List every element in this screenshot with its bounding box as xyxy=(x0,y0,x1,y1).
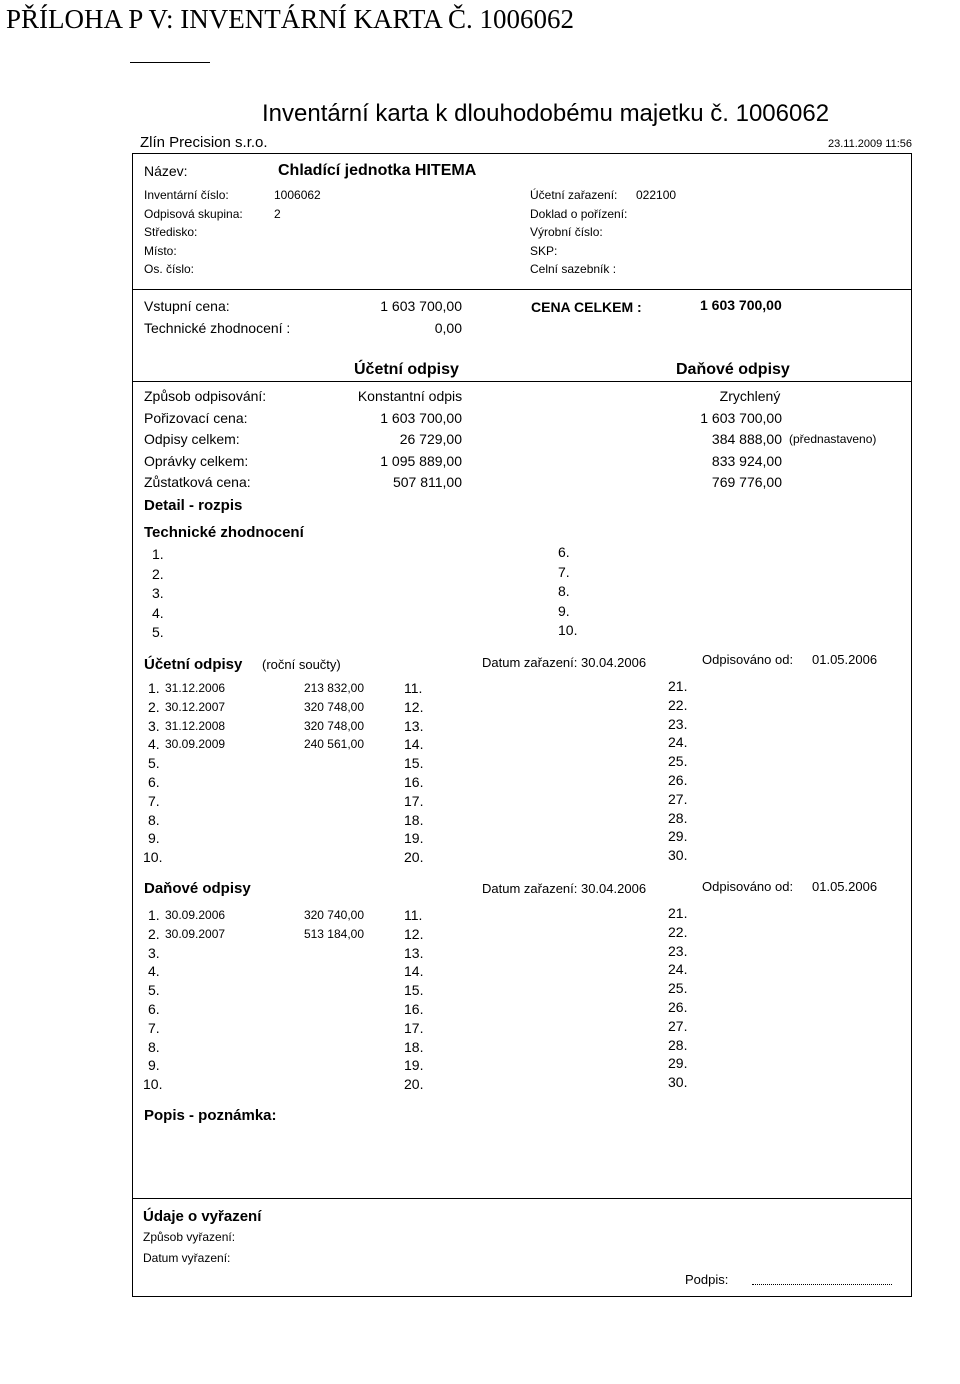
disposal-title: Údaje o vyřazení xyxy=(143,1208,262,1225)
row-date: 31.12.2006 xyxy=(165,681,226,695)
row-number: 29. xyxy=(668,828,688,845)
disposal-method-label: Způsob vyřazení: xyxy=(143,1230,236,1244)
row-number: 14. xyxy=(404,736,424,753)
row-number: 16. xyxy=(404,1001,424,1017)
row-number: 22. xyxy=(668,923,688,940)
row-number: 9. xyxy=(148,830,160,847)
row-number: 25. xyxy=(668,980,688,997)
depr-accounting-value: 26 729,00 xyxy=(399,431,462,447)
row-number: 10. xyxy=(143,849,163,866)
asset-field-label: Odpisová skupina: xyxy=(144,206,243,221)
row-number: 10. xyxy=(143,1076,163,1093)
tech-item-number: 2. xyxy=(152,565,164,582)
asset-field-value: 1006062 xyxy=(274,188,321,202)
row-date: 31.12.2008 xyxy=(165,718,226,733)
asset-field-label: Os. číslo: xyxy=(144,262,195,276)
depr-row-label: Pořizovací cena: xyxy=(144,409,248,426)
row-number: 11. xyxy=(404,680,423,696)
row-amount: 320 748,00 xyxy=(303,699,364,714)
row-date: 30.09.2006 xyxy=(165,908,226,922)
tech-item-number: 7. xyxy=(558,563,570,580)
depr-row-label: Odpisy celkem: xyxy=(144,431,240,447)
notes-title: Popis - poznámka: xyxy=(144,1107,277,1124)
row-amount: 213 832,00 xyxy=(303,681,364,695)
row-number: 30. xyxy=(668,1074,688,1091)
row-number: 1. xyxy=(148,680,160,696)
asset-field-label: Celní sazebník : xyxy=(530,262,617,276)
tech-item-number: 8. xyxy=(558,583,570,599)
printed-timestamp: 23.11.2009 11:56 xyxy=(827,138,912,150)
accounting-section-subtitle: (roční součty) xyxy=(262,657,341,672)
header-rule xyxy=(130,62,210,63)
row-number: 14. xyxy=(404,963,424,980)
accounting-since-label: Odpisováno od: xyxy=(702,652,794,667)
row-number: 6. xyxy=(148,1001,160,1017)
depr-accounting-value: 1 603 700,00 xyxy=(380,409,462,426)
asset-field-label: Účetní zařazení: xyxy=(530,188,618,202)
accounting-depr-header: Účetní odpisy xyxy=(354,361,459,378)
row-number: 2. xyxy=(148,698,160,715)
row-number: 30. xyxy=(668,847,688,864)
row-number: 3. xyxy=(148,717,160,734)
asset-field-label: Inventární číslo: xyxy=(144,188,229,202)
tax-depr-header: Daňové odpisy xyxy=(676,361,790,378)
row-number: 26. xyxy=(668,772,688,788)
depr-tax-value: 769 776,00 xyxy=(711,474,782,490)
row-number: 24. xyxy=(668,734,688,751)
row-number: 27. xyxy=(668,1017,688,1034)
depr-accounting-value: 1 095 889,00 xyxy=(380,452,462,469)
tech-item-number: 9. xyxy=(558,602,570,619)
row-date: 30.09.2007 xyxy=(165,926,226,941)
row-number: 29. xyxy=(668,1055,688,1072)
signature-label: Podpis: xyxy=(685,1272,729,1287)
row-number: 20. xyxy=(404,1076,424,1093)
tax-since-value: 01.05.2006 xyxy=(812,879,878,894)
asset-field-value: 2 xyxy=(274,206,281,221)
row-number: 23. xyxy=(668,942,688,959)
tax-since-label: Odpisováno od: xyxy=(702,879,794,894)
row-number: 13. xyxy=(404,944,424,961)
depr-row-label: Oprávky celkem: xyxy=(144,452,249,469)
row-number: 7. xyxy=(148,1019,160,1036)
row-number: 17. xyxy=(404,1019,424,1036)
row-number: 7. xyxy=(148,792,160,809)
depr-note: (přednastaveno) xyxy=(789,432,877,446)
tech-item-number: 10. xyxy=(558,622,578,638)
tech-item-number: 6. xyxy=(558,544,570,560)
tech-item-number: 4. xyxy=(152,604,164,621)
row-number: 21. xyxy=(668,905,688,921)
row-number: 4. xyxy=(148,963,160,980)
tax-date-placed: Datum zařazení: 30.04.2006 xyxy=(482,881,647,896)
row-number: 12. xyxy=(404,925,424,942)
row-number: 9. xyxy=(148,1057,160,1074)
row-number: 8. xyxy=(148,1038,160,1055)
row-number: 11. xyxy=(404,907,423,923)
row-amount: 320 740,00 xyxy=(303,908,364,922)
asset-field-label: Místo: xyxy=(144,243,177,258)
company-name: Zlín Precision s.r.o. xyxy=(140,134,268,151)
row-number: 26. xyxy=(668,999,688,1015)
tech-improvement-value: 0,00 xyxy=(434,320,462,336)
row-number: 27. xyxy=(668,790,688,807)
depr-tax-value: 1 603 700,00 xyxy=(700,409,782,426)
row-number: 28. xyxy=(668,1036,688,1053)
row-number: 17. xyxy=(404,792,424,809)
accounting-date-placed: Datum zařazení: 30.04.2006 xyxy=(482,655,647,670)
row-number: 2. xyxy=(148,925,160,942)
asset-name-label: Název: xyxy=(144,163,188,179)
depr-tax-value: 384 888,00 xyxy=(711,431,782,447)
row-number: 4. xyxy=(148,736,160,753)
row-number: 6. xyxy=(148,774,160,790)
tech-improvement-label: Technické zhodnocení : xyxy=(144,320,291,336)
tech-item-number: 5. xyxy=(152,624,164,640)
row-number: 19. xyxy=(404,830,424,847)
total-price-value: 1 603 700,00 xyxy=(700,297,782,313)
row-number: 5. xyxy=(148,982,160,999)
tech-item-number: 3. xyxy=(152,585,164,601)
accounting-since-value: 01.05.2006 xyxy=(812,652,878,667)
asset-field-label: Středisko: xyxy=(144,225,198,239)
row-number: 12. xyxy=(404,698,424,715)
input-price-label: Vstupní cena: xyxy=(144,298,230,314)
signature-line xyxy=(752,1284,892,1285)
tax-section-title: Daňové odpisy xyxy=(144,880,251,897)
row-number: 5. xyxy=(148,755,160,772)
row-date: 30.09.2009 xyxy=(165,737,226,752)
depr-accounting-value: Konstantní odpis xyxy=(357,388,463,404)
depr-tax-value: 833 924,00 xyxy=(711,452,782,469)
appendix-title: PŘÍLOHA P V: INVENTÁRNÍ KARTA Č. 1006062 xyxy=(6,4,574,34)
disposal-date-label: Datum vyřazení: xyxy=(143,1251,231,1265)
row-number: 19. xyxy=(404,1057,424,1074)
row-number: 15. xyxy=(404,755,424,772)
row-number: 21. xyxy=(668,678,688,694)
row-amount: 240 561,00 xyxy=(303,737,364,752)
row-amount: 320 748,00 xyxy=(303,718,364,733)
row-number: 16. xyxy=(404,774,424,790)
row-number: 25. xyxy=(668,753,688,770)
accounting-section-title: Účetní odpisy xyxy=(144,656,243,673)
asset-name: Chladící jednotka HITEMA xyxy=(278,162,477,179)
row-number: 1. xyxy=(148,907,160,923)
tech-item-number: 1. xyxy=(152,546,164,562)
tech-improvement-title: Technické zhodnocení xyxy=(144,524,304,541)
asset-field-label: Výrobní číslo: xyxy=(530,225,603,239)
row-number: 18. xyxy=(404,811,424,828)
card-title: Inventární karta k dlouhodobému majetku č. 1006062 xyxy=(262,100,830,127)
asset-field-label: SKP: xyxy=(530,243,558,258)
row-number: 18. xyxy=(404,1038,424,1055)
row-number: 28. xyxy=(668,809,688,826)
asset-field-label: Doklad o pořízení: xyxy=(530,206,628,221)
row-number: 24. xyxy=(668,961,688,978)
depr-tax-value: Zrychlený xyxy=(719,388,781,404)
row-amount: 513 184,00 xyxy=(303,926,364,941)
depr-accounting-value: 507 811,00 xyxy=(392,474,462,490)
row-number: 15. xyxy=(404,982,424,999)
row-number: 8. xyxy=(148,811,160,828)
asset-field-value: 022100 xyxy=(636,188,677,202)
row-number: 3. xyxy=(148,944,160,961)
total-price-label: CENA CELKEM : xyxy=(531,299,642,315)
input-price-value: 1 603 700,00 xyxy=(380,298,462,314)
section-divider-prices xyxy=(132,289,912,290)
row-number: 13. xyxy=(404,717,424,734)
row-number: 22. xyxy=(668,696,688,713)
depr-row-label: Zůstatková cena: xyxy=(144,474,251,490)
row-date: 30.12.2007 xyxy=(165,699,226,714)
depr-row-label: Způsob odpisování: xyxy=(144,388,267,404)
row-number: 20. xyxy=(404,849,424,866)
row-number: 23. xyxy=(668,715,688,732)
depr-header-rule xyxy=(132,381,912,382)
section-divider-disposal xyxy=(132,1198,912,1199)
detail-title: Detail - rozpis xyxy=(144,497,243,514)
